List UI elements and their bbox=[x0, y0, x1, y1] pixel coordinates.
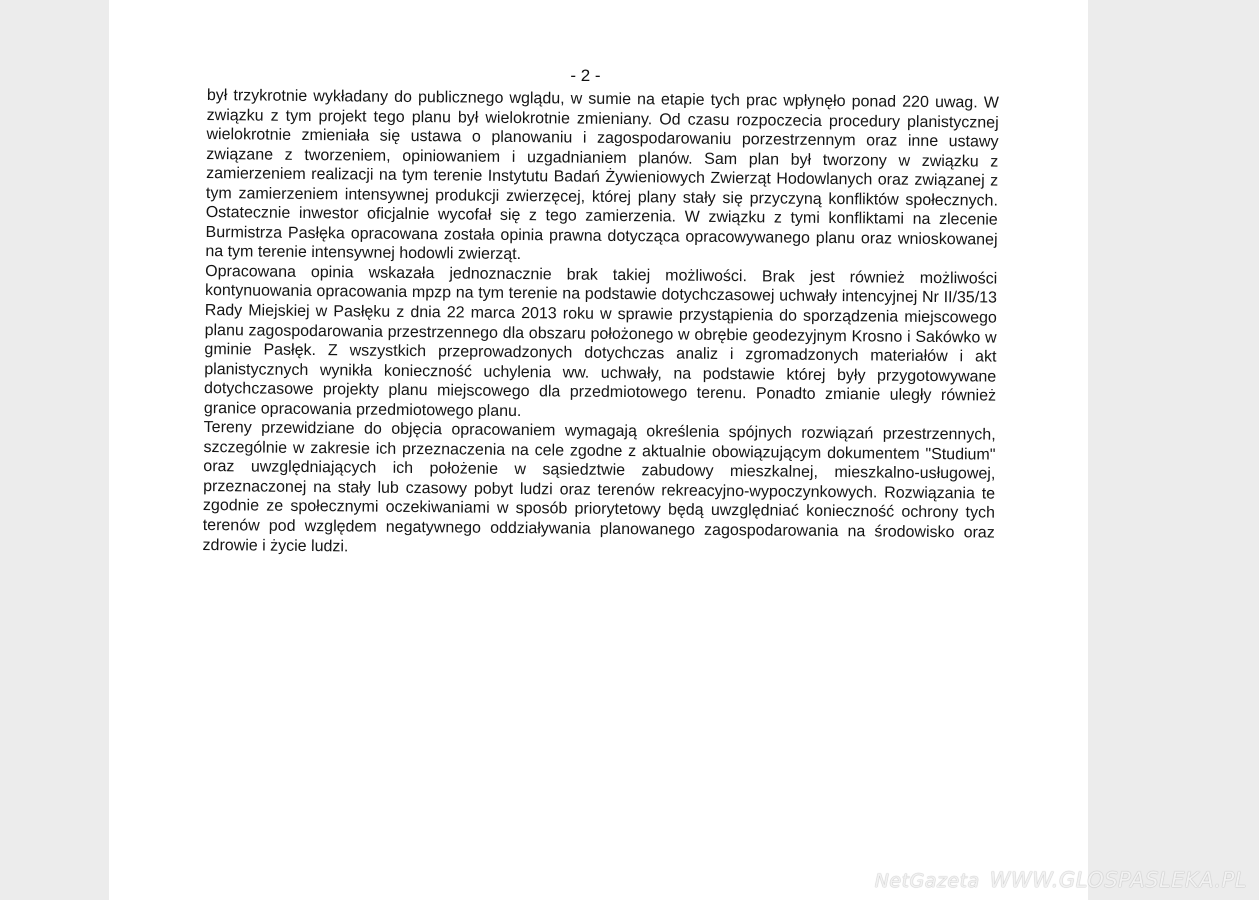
site-watermark bbox=[875, 868, 1247, 892]
paragraph: Opracowana opinia wskazała jednoznacznie brak takiej możliwości. Brak jest również możliwości kontynuowania opracowania mpzp na tym terenie na podstawie dotychczasowej uchwały intencyjnej Nr II/35/13 Rady Miejskiej w Pasłęku z dnia 22 marca 2013 roku w sprawie przystąpienia do sporządzenia miejscowego planu zagospodarowania przestrzennego dla obszaru położonego w obrębie geodezyjnym Krosno i Sakówko w gminie Pasłęk. Z wszystkich przeprowadzonych dotychczas analiz i zgromadzonych materiałów i akt planistycznych wynikła konieczność uchylenia ww. uchwały, na podstawie której były przygotowywane dotychczasowe projekty planu miejscowego dla przedmiotowego terenu. Ponadto zmianie uległy również granice opracowania przedmiotowego planu. bbox=[203, 262, 998, 420]
page-number: - 2 - bbox=[570, 66, 601, 85]
watermark-brand: NetGazeta bbox=[874, 870, 980, 892]
watermark-site: WWW.GLOSPASLEKA.PL bbox=[989, 868, 1247, 892]
document-body bbox=[202, 86, 998, 563]
paragraph: Tereny przewidziane do objęcia opracowaniem wymagają określenia spójnych rozwiązań przestrzennych, szczególnie w zakresie ich przeznaczenia na cele zgodne z aktualnie obowiązującym dokumentem "Studium" oraz uwzględniających ich położenie w sąsiedztwie zabudowy mieszkalnej, mieszkalno-usługowej, przeznaczonej na stały lub czasowy pobyt ludzi oraz terenów rekreacyjno-wypoczynkowych. Rozwiązania te zgodnie ze społecznymi oczekiwaniami w sposób priorytetowy będą uwzględniać konieczność ochrony tych terenów pod względem negatywnego oddziaływania planowanego zagospodarowania na środowisko oraz zdrowie i życie ludzi. bbox=[202, 419, 996, 555]
document-page bbox=[109, 0, 1088, 900]
paragraph: był trzykrotnie wykładany do publicznego wglądu, w sumie na etapie tych prac wpłynęło ponad 220 uwag. W związku z tym projekt tego planu był wielokrotnie zmieniany. Od czasu rozpoczecia procedury planistycznej wielokrotnie zmieniała się ustawa o planowaniu i zagospodarowaniu porzestrzennym oraz inne ustawy związane z tworzeniem, opiniowaniem i uzgadnianiem planów. Sam plan był tworzony w związku z zamierzeniem realizacji na tym terenie Instytutu Badań Żywieniowych Zwierząt Hodowlanych oraz związanej z tym zamierzeniem intensywnej produkcji zwierzęcej, której plany stały się przyczyną konfliktów społecznych. Ostatecznie inwestor oficjalnie wycofał się z tego zamierzenia. W związku z tymi konfliktami na zlecenie Burmistrza Pasłęka opracowana została opinia prawna dotycząca opracowywanego planu oraz wnioskowanej na tym terenie intensywnej hodowli zwierząt. bbox=[205, 86, 999, 264]
